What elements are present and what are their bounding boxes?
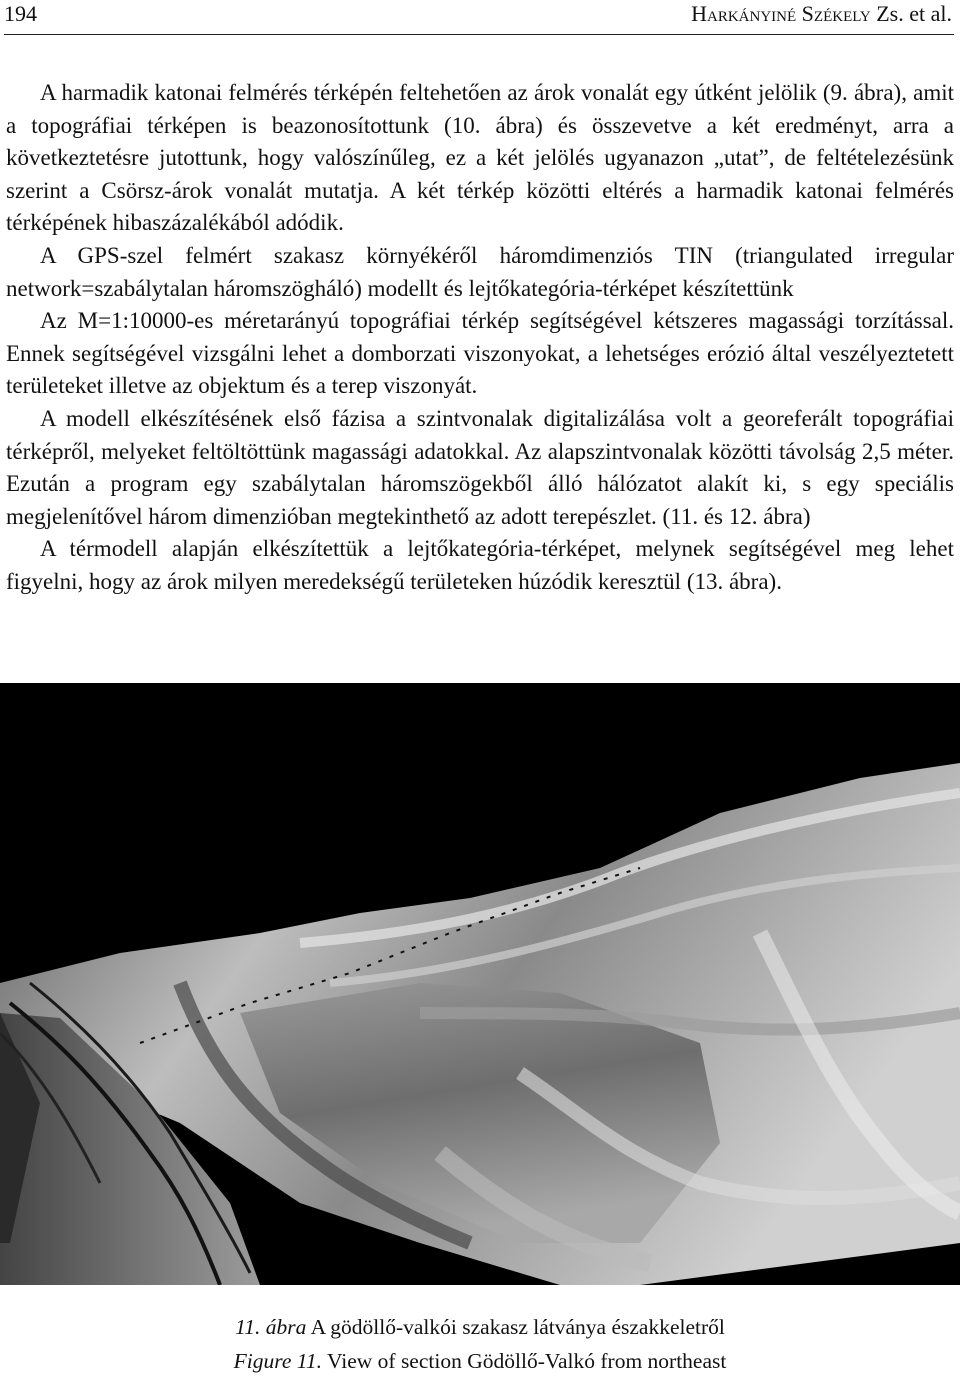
page-number: 194 [4, 1, 37, 26]
body-text [6, 77, 954, 599]
caption-english: Figure 11. View of section Gödöllő-Valkó from northeast [233, 1349, 727, 1373]
paragraph-1: A harmadik katonai felmérés térképén feltehetően az árok vonalát egy útként jelölik (9. ábra), amit a topográfiai térképen is beazonosítottunk (10. ábra) és összevetve a két eredményt, arra a következtetésre jutottunk, hogy valószínűleg, ez a két jelölés ugyanazon „utat”, de feltételezésünk szerint a Csörsz-árok vonalát mutatja. A két térkép közötti eltérés a harmadik katonai felmérés térképének hibaszázalékából adódik. [6, 80, 954, 236]
paragraph-5: A térmodell alapján elkészítettük a lejtőkategória-térképet, melynek segítségével meg lehet figyelni, hogy az árok milyen meredekségű területeken húzódik keresztül (13. ábra). [6, 536, 954, 594]
paragraph-2: A GPS-szel felmért szakasz környékéről háromdimenziós TIN (triangulated irregular network=szabálytalan háromszögháló) modellt és lejtőkategória-térképet készítettünk [6, 242, 954, 301]
tin-terrain-render [0, 683, 960, 1285]
page-header [4, 0, 954, 35]
figure-captions [0, 1310, 960, 1378]
running-head: Harkányiné Székely Zs. et al. [691, 1, 952, 26]
paragraph-4: A modell elkészítésének első fázisa a szintvonalak digitalizálása volt a georeferált topográfiai térképről, melyeket feltöltöttünk magassági adatokkal. Az alapszintvonalak közötti távolság 2,5 méter. Ezután a program egy szabálytalan háromszögekből álló hálózatot alakít ki, s egy speciális megjelenítővel három dimenzióban megtekinthető az adott terepészlet. (11. és 12. ábra) [6, 405, 954, 529]
terrain-model-figure [0, 683, 960, 1285]
paragraph-3: Az M=1:10000-es méretarányú topográfiai térkép segítségével kétszeres magassági torzítással. Ennek segítségével vizsgálni lehet a domborzati viszonyokat, a lehetséges erózió által veszélyeztetett területeket illetve az objektum és a terep viszonyát. [6, 308, 954, 399]
caption-hungarian: 11. ábra A gödöllő-valkói szakasz látványa északkeletről [235, 1315, 725, 1339]
